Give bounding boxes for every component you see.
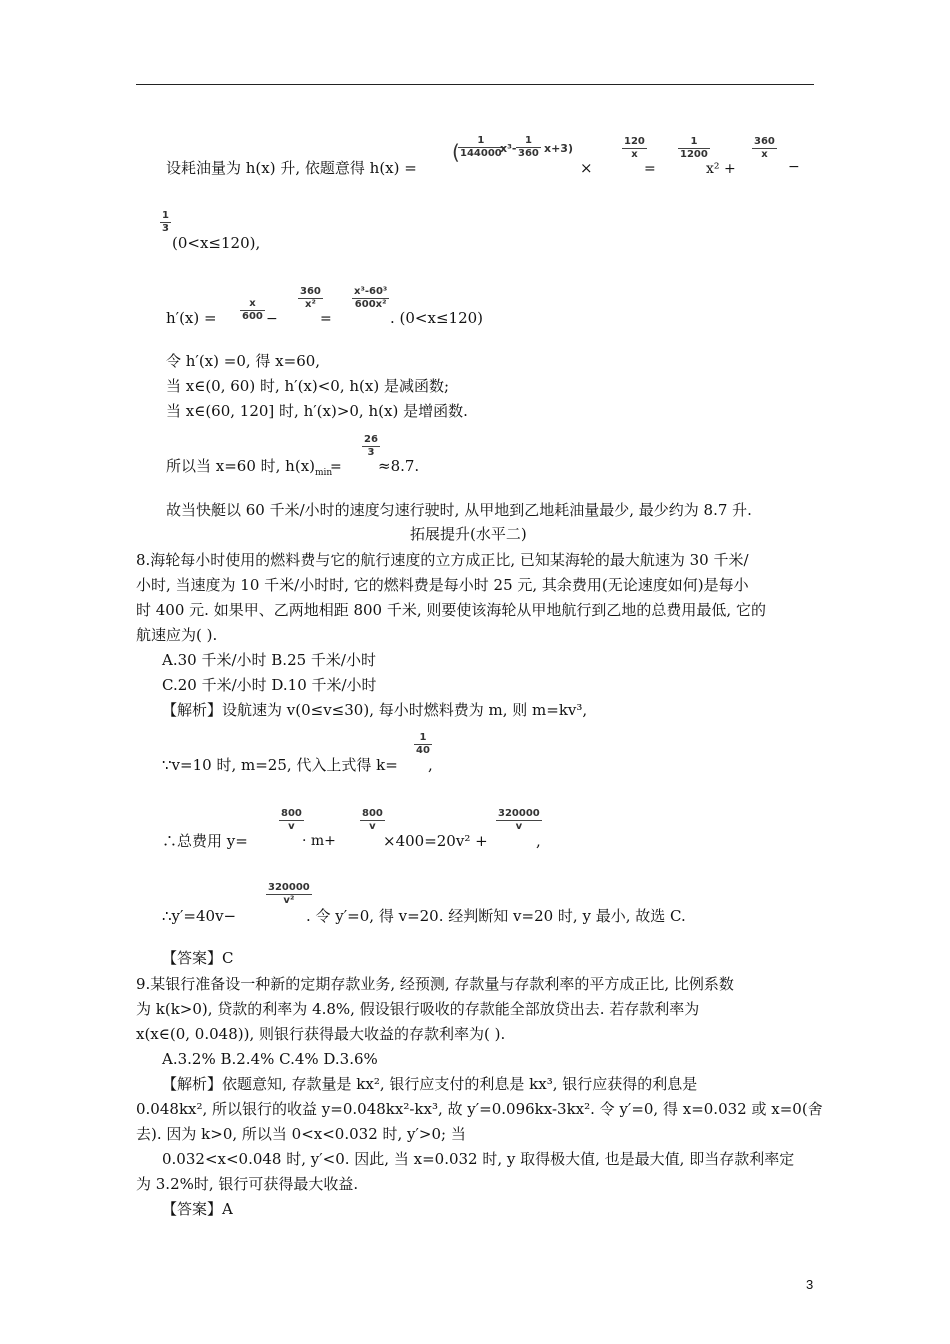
q9-analysis-3: 去). 因为 k>0, 所以当 0<x<0.032 时, y′>0; 当: [136, 1125, 466, 1143]
p1-minus: −: [788, 159, 800, 175]
q8-stem-1: 8.海轮每小时使用的燃料费与它的航行速度的立方成正比, 已知某海轮的最大航速为 30 千米/: [136, 551, 749, 569]
q8-stem-2: 小时, 当速度为 10 千米/小时时, 它的燃料费是每小时 25 元, 其余费用(无论速度如何)是每小: [136, 576, 749, 594]
q8-comma-1: ,: [428, 756, 433, 774]
q8-analysis-1: 【解析】设航速为 v(0≤v≤30), 每小时燃料费为 m, 则 m=kv³,: [162, 701, 588, 719]
p1-domain: (0<x≤120),: [172, 234, 261, 252]
p1-paren-left: (: [452, 140, 460, 164]
p4-text: 所以当 x=60 时, $h(x)_{min}$: [166, 457, 333, 478]
q9-stem-2: 为 k(k>0), 贷款的利率为 4.8%, 假设银行吸收的存款能全部放贷出去. 若存款利率为: [136, 1000, 700, 1018]
q9-analysis-5: 为 3.2%时, 银行可获得最大收益.: [136, 1175, 359, 1193]
conclusion: 故当快艇以 60 千米/小时的速度匀速行驶时, 从甲地到乙地耗油量最少, 最少约为 8.7 升.: [166, 501, 752, 519]
p1-x3-minus: x³-: [500, 142, 517, 155]
p1-frac-1: 1 144000: [460, 135, 502, 159]
p2-domain: . (0<x≤120): [390, 309, 484, 327]
q8-times400: ×400=20v² +: [383, 832, 488, 850]
p1-times: ×: [580, 159, 593, 177]
q8-comma-2: ,: [536, 832, 541, 850]
p2-minus: −: [266, 311, 278, 327]
q8-stem-3: 时 400 元. 如果甲、乙两地相距 800 千米, 则要使该海轮从甲地航行到乙地的总费用最低, 它的: [136, 601, 766, 619]
page-number: 3: [806, 1277, 814, 1292]
q9-analysis-4: 0.032<x<0.048 时, y′<0. 因此, 当 x=0.032 时, y 取得极大值, 也是最大值, 即当存款利率定: [162, 1150, 795, 1168]
p1-line1: 设耗油量为 h(x) 升, 依题意得 h(x) =: [166, 159, 417, 177]
q8-deriv-rest: . 令 y′=0, 得 v=20. 经判断知 v=20 时, y 最小, 故选 C.: [306, 907, 686, 925]
p2-eq: =: [320, 311, 332, 327]
p4-frac: 26 3: [364, 434, 378, 458]
section-title: 拓展提升(水平二): [410, 525, 527, 543]
q9-analysis-1: 【解析】依题意知, 存款量是 kx², 银行应支付的利息是 kx³, 银行应获得的利息是: [162, 1075, 698, 1093]
p3-line-3: 当 x∈(60, 120] 时, h′(x)>0, h(x) 是增函数.: [166, 402, 468, 420]
q8-frac-320000: 320000 v: [498, 808, 540, 832]
q9-answer: 【答案】A: [162, 1200, 233, 1218]
q8-frac-deriv: 320000 v²: [268, 882, 310, 906]
p1-frac-6: 1 3: [162, 210, 169, 234]
p3-line-2: 当 x∈(0, 60) 时, h′(x)<0, h(x) 是减函数;: [166, 377, 450, 395]
q9-stem-1: 9.某银行准备设一种新的定期存款业务, 经预测, 存款量与存款利率的平方成正比, 比例系数: [136, 975, 734, 993]
p1-frac-5: 360 x: [754, 136, 775, 160]
p2-frac-1: x 600: [242, 298, 263, 322]
p2-frac-2: 360 x²: [300, 286, 321, 310]
p1-x-plus3: x+3): [544, 142, 573, 155]
p2-hprime: h′(x) =: [166, 309, 217, 327]
q8-deriv-label: ∴y′=40v−: [162, 907, 237, 925]
q8-total-label: ∴总费用 y=: [162, 832, 248, 850]
p1-frac-3: 120 x: [624, 136, 645, 160]
q9-options: A.3.2% B.2.4% C.4% D.3.6%: [162, 1050, 378, 1068]
p4-approx: ≈8.7.: [378, 457, 420, 475]
q8-options-2: C.20 千米/小时 D.10 千米/小时: [162, 676, 377, 694]
q8-frac-800-b: 800 v: [362, 808, 383, 832]
p1-frac-4: 1 1200: [680, 136, 708, 160]
header-rule: [136, 84, 814, 85]
p1-eq: =: [644, 161, 656, 177]
p2-frac-3: x³-60³ 600x²: [354, 286, 388, 310]
q8-k-frac: 1 40: [416, 732, 430, 756]
q8-answer: 【答案】C: [162, 949, 234, 967]
p1-frac-2: 1 360: [518, 135, 539, 159]
q8-stem-4: 航速应为( ).: [136, 626, 218, 644]
q8-dot-m: · m+: [302, 833, 336, 849]
q8-frac-800-a: 800 v: [281, 808, 302, 832]
q9-analysis-2: 0.048kx², 所以银行的收益 y=0.048kx²-kx³, 故 y′=0.096kx-3kx². 令 y′=0, 得 x=0.032 或 x=0(舍: [136, 1100, 823, 1118]
q8-analysis-2: ∵v=10 时, m=25, 代入上式得 k=: [162, 756, 398, 774]
p1-x2-plus: x² +: [706, 161, 736, 177]
p3-line-1: 令 h′(x) =0, 得 x=60,: [166, 352, 321, 370]
q9-stem-3: x(x∈(0, 0.048)), 则银行获得最大收益的存款利率为( ).: [136, 1025, 506, 1043]
p4-eq: =: [330, 459, 342, 475]
q8-options-1: A.30 千米/小时 B.25 千米/小时: [162, 651, 376, 669]
